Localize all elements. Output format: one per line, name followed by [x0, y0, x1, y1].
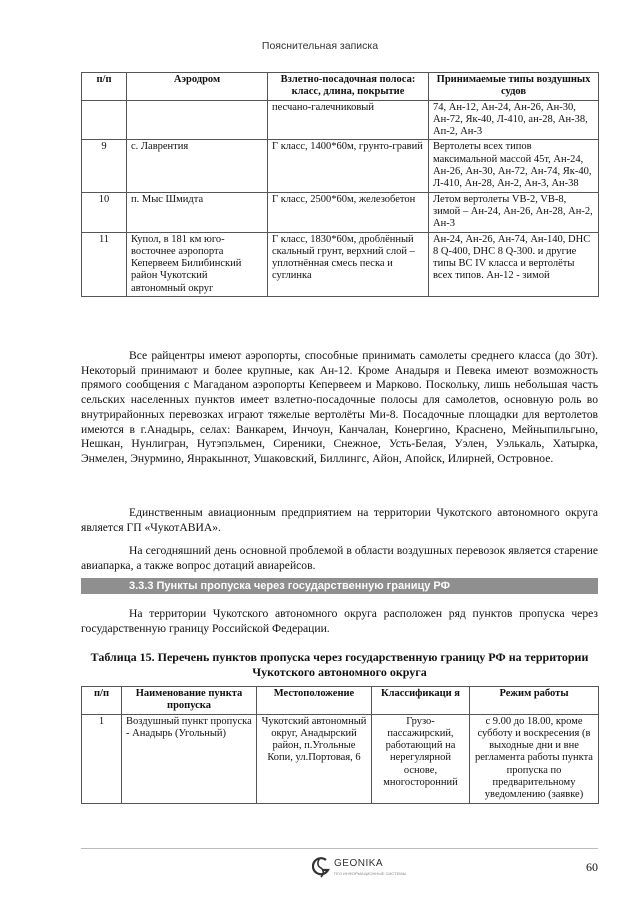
cell-aircraft: Летом вертолеты VB-2, VB-8, зимой – Ан-24, Ан-26, Ан-28, Ан-2, Ан-3: [429, 192, 599, 232]
cell-aircraft: Вертолеты всех типов максимальной массой 45т, Ан-24, Ан-26, Ан-30, Ан-72, Ан-74, Як-40, Л-410, Ан-28, Ан-2, Ан-3, Ан-38: [429, 140, 599, 192]
logo-text: GEONIKA: [334, 858, 384, 869]
table-caption: Таблица 15. Перечень пунктов пропуска через государственную границу РФ на территории Чукотского автономного округа: [90, 650, 589, 679]
header-class: Классификаци я: [372, 687, 470, 715]
paragraph-problems: На сегодняшний день основной проблемой в области воздушных перевозок является старение авиапарка, а также вопрос дотаций авиарейсов.: [81, 544, 598, 572]
header-aircraft: Принимаемые типы воздушных судов: [429, 73, 599, 101]
cell-num: 1: [82, 714, 122, 803]
geonika-logo: [312, 856, 432, 880]
header-num: п/п: [82, 73, 127, 101]
section-heading: [81, 578, 598, 594]
cell-location: Чукотский автономный округ, Анадырский район, п.Угольные Копи, ул.Портовая, 6: [257, 714, 372, 803]
paragraph-airports: Все райцентры имеют аэропорты, способные принимать самолеты среднего класса (до 30т). Некоторый принимают и более крупные, как Ан-12. Кроме Анадыря и Певека имеют возможность прямого сообщения с Магаданом аэропорты Кепервеем и Марково. Поскольку, лишь небольшая часть сельских населенных пунктов имеет взлетно-посадочные полосы для самолетов, основную роль во внутрирайонных перевозках играют тяжелые вертолёты Ми-8. Посадочные площадки для вертолетов имеются в г.Анадырь, селах: Ванкарем, Инчоун, Канчалан, Конергино, Краснено, Мейныпильгыно, Нешкан, Нунлигран, Нутэпэльмен, Сиреники, Снежное, Усть-Белая, Уэлен, Уэлькаль, Хатырка, Энмелен, Энурмино, Янракыннот, Ушаковский, Биллингс, Айон, Апойск, Илирней, Островное.: [81, 349, 598, 465]
cell-airfield: п. Мыс Шмидта: [127, 192, 268, 232]
cell-airfield: Купол, в 181 км юго-восточнее аэропорта Кепервеем Билибинский район Чукотский автономный округ: [127, 232, 268, 296]
table-row: [82, 714, 599, 803]
section-heading-text: 3.3.3 Пункты пропуска через государственную границу РФ: [129, 580, 450, 592]
cell-schedule: с 9.00 до 18.00, кроме субботу и воскресения (в выходные дни и вне регламента работы пункта пропуска по предварительному уведомлению (заявке): [470, 714, 599, 803]
header-runway: Взлетно-посадочная полоса: класс, длина, покрытие: [268, 73, 429, 101]
cell-airfield: [127, 100, 268, 140]
cell-num: 11: [82, 232, 127, 296]
table-header-row: [82, 73, 599, 101]
header-airfield: Аэродром: [127, 73, 268, 101]
paragraph-border-points: На территории Чукотского автономного округа расположен ряд пунктов пропуска через государственную границу Российской Федерации.: [81, 607, 598, 635]
table-row: [82, 192, 599, 232]
table-row: [82, 140, 599, 192]
border-points-table: [81, 686, 599, 804]
cell-aircraft: 74, Ан-12, Ан-24, Ан-26, Ан-30, Ан-72, Як-40, Л-410, ан-28, Ан-38, Ап-2, Ан-3: [429, 100, 599, 140]
cell-runway: Г класс, 2500*60м, железобетон: [268, 192, 429, 232]
cell-runway: песчано-галечниковый: [268, 100, 429, 140]
airfields-table: [81, 72, 599, 297]
table-row: [82, 232, 599, 296]
cell-airfield: с. Лаврентия: [127, 140, 268, 192]
page-header: Пояснительная записка: [261, 40, 379, 52]
cell-runway: Г класс, 1400*60м, грунто-гравий: [268, 140, 429, 192]
cell-runway: Г класс, 1830*60м, дроблённый скальный грунт, верхний слой –уплотнённая смесь песка и суглинка: [268, 232, 429, 296]
table-row: [82, 100, 599, 140]
cell-num: 9: [82, 140, 127, 192]
header-schedule: Режим работы: [470, 687, 599, 715]
cell-num: [82, 100, 127, 140]
cell-aircraft: Ан-24, Ан-26, Ан-74, Ан-140, DHC 8 Q-400, DHC 8 Q-300. и другие типы ВС IV класса и вертолёты всех типов. Ан-12 - зимой: [429, 232, 599, 296]
table-header-row: [82, 687, 599, 715]
logo-tagline: ГЕО ИНФОРМАЦИОННЫЕ СИСТЕМЫ: [334, 871, 407, 876]
footer-divider: [81, 848, 598, 849]
cell-name: Воздушный пункт пропуска - Анадырь (Угольный): [122, 714, 257, 803]
header-num: п/п: [82, 687, 122, 715]
header-location: Местоположение: [257, 687, 372, 715]
geonika-logo-icon: [312, 856, 330, 878]
cell-num: 10: [82, 192, 127, 232]
cell-class: Грузо-пассажирский, работающий на нерегулярной основе, многосторонний: [372, 714, 470, 803]
header-name: Наименование пункта пропуска: [122, 687, 257, 715]
page-number: 60: [586, 860, 598, 874]
paragraph-airline: Единственным авиационным предприятием на территории Чукотского автономного округа является ГП «ЧукотАВИА».: [81, 506, 598, 534]
